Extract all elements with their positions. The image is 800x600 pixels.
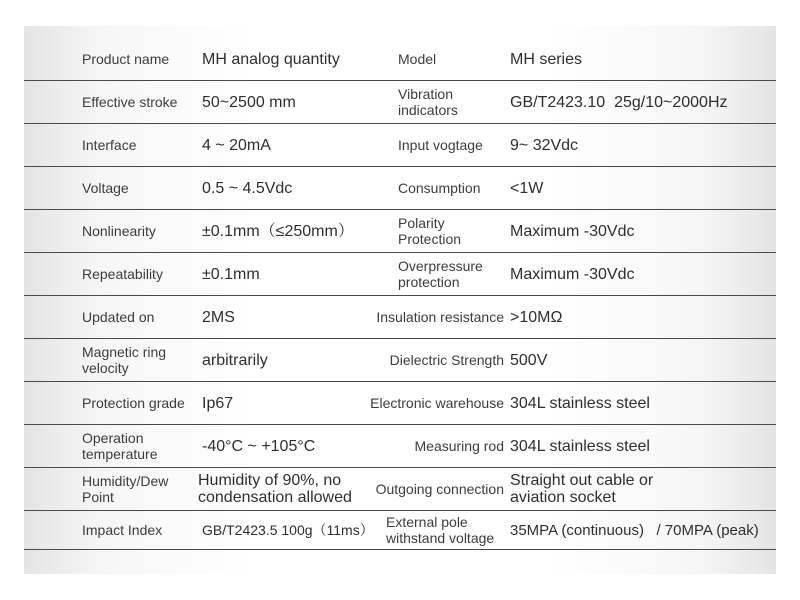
spec-label: Consumption: [398, 180, 481, 196]
spec-value: Maximum -30Vdc: [510, 265, 635, 283]
spec-value: Ip67: [202, 394, 234, 412]
spec-value: GB/T2423.5 100g（11ms）: [202, 521, 374, 538]
spec-row: [24, 468, 776, 511]
spec-value: <1W: [510, 179, 544, 197]
spec-row: [24, 210, 776, 253]
spec-row: [24, 38, 776, 81]
spec-row: [24, 81, 776, 124]
spec-label: Updated on: [82, 309, 155, 325]
spec-value: 304L stainless steel: [510, 437, 650, 455]
spec-label: Electronic warehouse: [370, 395, 504, 411]
spec-value: arbitrarily: [202, 351, 268, 369]
spec-row: [24, 382, 776, 425]
spec-row: [24, 124, 776, 167]
spec-value: Straight out cable or aviation socket: [510, 472, 654, 506]
spec-label: Insulation resistance: [376, 309, 504, 325]
spec-label: Overpressure protection: [398, 258, 483, 290]
spec-row: [24, 253, 776, 296]
spec-value: 304L stainless steel: [510, 394, 650, 412]
spec-row: [24, 425, 776, 468]
spec-row: [24, 339, 776, 382]
spec-value: >10MΩ: [510, 308, 563, 326]
spec-label: Operation temperature: [82, 430, 158, 462]
spec-label: Humidity/Dew Point: [82, 473, 169, 505]
spec-table: [24, 26, 776, 574]
spec-label: Repeatability: [82, 266, 163, 282]
spec-label: Nonlinearity: [82, 223, 156, 239]
spec-row: [24, 511, 776, 550]
spec-label: Measuring rod: [414, 438, 504, 454]
spec-label: External pole withstand voltage: [386, 514, 495, 546]
spec-value: GB/T2423.10 25g/10~2000Hz: [510, 93, 728, 111]
spec-value: 9~ 32Vdc: [510, 136, 579, 154]
spec-value: Maximum -30Vdc: [510, 222, 635, 240]
spec-value: 2MS: [202, 308, 235, 326]
spec-value: MH analog quantity: [202, 50, 340, 68]
spec-label: Magnetic ring velocity: [82, 344, 167, 376]
spec-value: Humidity of 90%, no condensation allowed: [198, 472, 352, 506]
spec-value: ±0.1mm（≤250mm）: [202, 222, 354, 240]
spec-value: 0.5 ~ 4.5Vdc: [202, 179, 293, 197]
spec-label: Interface: [82, 137, 137, 153]
spec-label: Vibration indicators: [398, 86, 458, 118]
spec-label: Input vogtage: [398, 137, 483, 153]
spec-value: 500V: [510, 351, 548, 369]
spec-label: Dielectric Strength: [389, 352, 504, 368]
spec-value: 50~2500 mm: [202, 93, 296, 111]
spec-label: Polarity Protection: [398, 215, 462, 247]
spec-label: Effective stroke: [82, 94, 178, 110]
spec-label: Impact Index: [82, 522, 163, 538]
spec-label: Protection grade: [82, 395, 185, 411]
spec-label: Model: [398, 51, 437, 67]
spec-label: Voltage: [82, 180, 129, 196]
spec-value: MH series: [510, 50, 583, 68]
spec-value: ±0.1mm: [202, 265, 260, 283]
spec-value: 35MPA (continuous) / 70MPA (peak): [510, 521, 759, 539]
spec-label: Outgoing connection: [375, 481, 504, 497]
spec-row: [24, 296, 776, 339]
spec-label: Product name: [82, 51, 170, 67]
spec-value: -40°C ~ +105°C: [202, 437, 316, 455]
spec-row: [24, 167, 776, 210]
spec-value: 4 ~ 20mA: [202, 136, 271, 154]
